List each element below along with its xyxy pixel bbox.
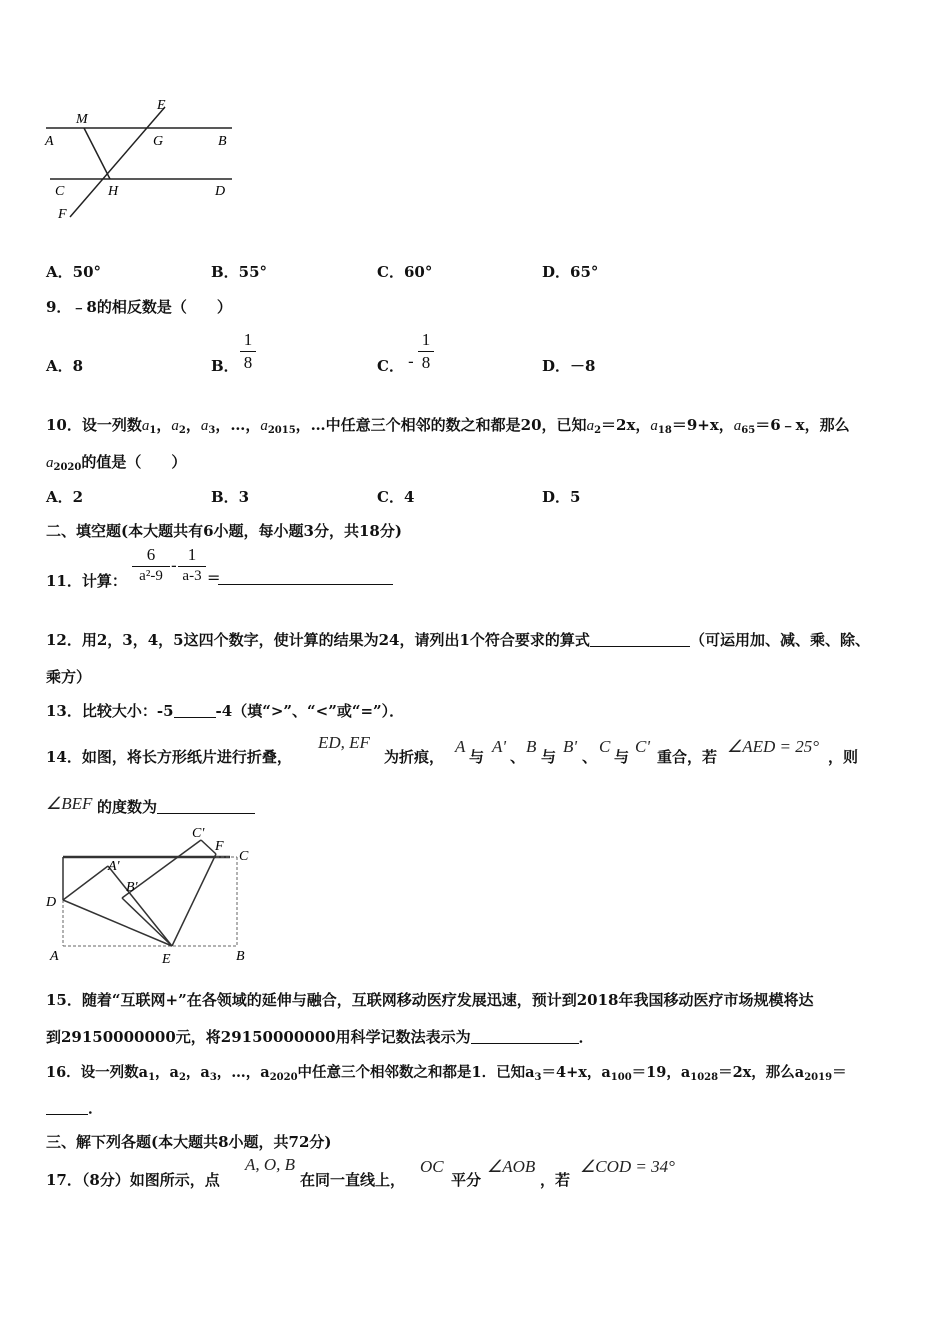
q14-text2: 与 <box>469 748 485 766</box>
q12-line2: 乘方） <box>46 668 92 686</box>
sub-1: 1 <box>149 425 157 436</box>
q10-option-b: B．3 <box>211 488 250 506</box>
denominator: a²-9 <box>139 568 163 584</box>
section2-heading: 二、填空题(本大题共有6小题，每小题3分，共18分) <box>46 522 402 540</box>
q9-option-c-fraction <box>418 330 434 373</box>
numerator: 1 <box>421 330 431 349</box>
q14-math-B-prime: B' <box>563 737 578 756</box>
label-B-prime: B' <box>126 880 138 895</box>
sub-65: 65 <box>741 425 756 436</box>
q16-mid: 中任意三个相邻数之和都是1．已知a <box>297 1064 535 1081</box>
q14-text5: 、 <box>582 748 598 766</box>
label-F: F <box>215 839 224 854</box>
q9-option-d: D．－8 <box>542 357 596 375</box>
label-A: A <box>45 134 54 149</box>
q17-text3: ，若 <box>540 1171 571 1189</box>
label-H: H <box>108 184 119 199</box>
q13-text2: -4（填“>”、“<”或“=”）． <box>215 702 405 720</box>
q14-text4: 与 <box>541 748 557 766</box>
q9-stem: 9．﹣8的相反数是（ ） <box>46 298 232 316</box>
label-D: D <box>215 184 226 199</box>
q14-math-C-prime: C' <box>635 737 650 756</box>
q12-line1 <box>46 629 870 650</box>
sub-18: 18 <box>657 425 672 436</box>
q14-math-A-prime: A' <box>492 737 507 756</box>
section3-heading: 三、解下列各题(本大题共8小题，共72分) <box>46 1133 332 1151</box>
q14-math-C: C <box>599 737 611 756</box>
sub-100: 100 <box>610 1072 632 1083</box>
folded-rectangle-figure <box>40 820 260 970</box>
sub-2: 2 <box>594 425 602 436</box>
dots: ，…， <box>215 416 261 434</box>
q16-c1: ＝4+x，a <box>541 1064 611 1081</box>
q11-equals: = <box>207 568 221 587</box>
q16-answer-blank[interactable] <box>46 1100 88 1115</box>
label-A-prime: A' <box>108 859 120 874</box>
q10-line2 <box>46 451 186 473</box>
sub-2015: 2015 <box>267 425 296 436</box>
sub-1028: 1028 <box>690 1072 719 1083</box>
sub-3: 3 <box>534 1072 542 1083</box>
q17-math-angle-cod: ∠COD = 34° <box>580 1157 675 1176</box>
cond2: ＝9+x， <box>671 416 734 434</box>
q16-line1: 16．设一列数$a_1$，$a_2$，$a_3$，…，$a_{2020}$中任意三个相邻数之和都是1．已知$a_3=4+x$，$a_{100}=19$，$a_{1028}=2x$，那么$a_{2019}=$ <box>46 1064 847 1083</box>
cond1: ＝2x， <box>601 416 651 434</box>
q10-mid: ，…中任意三个相邻的数之和都是20，已知 <box>295 416 587 434</box>
seq-a: a <box>586 418 595 434</box>
seq-a: a <box>260 418 268 434</box>
sub-2: 2 <box>178 1072 186 1083</box>
q14-text3: 、 <box>510 748 526 766</box>
q10-line1 <box>46 414 850 436</box>
q13-text1: 13．比较大小：-5 <box>46 702 174 720</box>
seq-a: a <box>200 418 209 434</box>
q9-option-c-label: C． <box>377 357 404 375</box>
q16-line2 <box>46 1097 103 1118</box>
label-A: A <box>50 949 59 964</box>
q9-option-b-label: B． <box>211 357 239 375</box>
q9-option-a: A．8 <box>46 357 84 375</box>
sub-3: 3 <box>209 1072 217 1083</box>
dots: ，…， <box>216 1064 261 1081</box>
numerator: 1 <box>243 330 253 349</box>
label-C: C <box>239 849 249 864</box>
sep: ， <box>156 416 172 434</box>
q17-math-aob-points: A, O, B <box>245 1155 296 1174</box>
q16-prefix: 16．设一列数a <box>46 1064 149 1081</box>
q8-option-d: D．65° <box>542 263 599 281</box>
sep: ， <box>185 1064 201 1081</box>
q11-label: 11．计算： <box>46 572 127 590</box>
q15-text: 到29150000000元，将29150000000用科学记数法表示为 <box>46 1028 471 1046</box>
q14-text1: 为折痕， <box>384 748 445 766</box>
q14-line2 <box>97 796 255 817</box>
label-M: M <box>76 112 88 127</box>
q17-text2: 平分 <box>451 1171 482 1189</box>
q17-prefix: 17．（8分）如图所示，点 <box>46 1171 220 1189</box>
parallel-lines-figure <box>40 95 240 230</box>
q12-tail: （可运用加、减、乘、除、 <box>689 631 870 649</box>
sub-2020: 2020 <box>53 462 82 473</box>
seq-a: a <box>46 455 54 471</box>
sub-2: 2 <box>178 425 186 436</box>
q14-math-angle-aed: ∠AED = 25° <box>727 737 820 756</box>
sub-3: 3 <box>208 425 216 436</box>
q16-c3: ＝2x，那么a <box>718 1064 805 1081</box>
q17-math-angle-aob: ∠AOB <box>487 1157 536 1176</box>
numerator: 1 <box>187 545 197 564</box>
label-F: F <box>58 207 67 222</box>
sep: ， <box>185 416 201 434</box>
q15-answer-blank[interactable] <box>471 1029 579 1044</box>
label-B: B <box>236 949 245 964</box>
q11-fraction-2 <box>178 545 206 585</box>
q16-c2: ＝19，a <box>631 1064 691 1081</box>
q8-option-a: A．50° <box>46 263 102 281</box>
sub-2020: 2020 <box>269 1072 298 1083</box>
q10-tail: 的值是（ ） <box>81 453 187 471</box>
q17-math-oc: OC <box>420 1157 444 1176</box>
q14-text6: 与 <box>614 748 630 766</box>
q11-minus: - <box>171 556 177 576</box>
cond3: ＝6﹣x，那么 <box>755 416 850 434</box>
q12-text: 12．用2，3，4，5这四个数字，使计算的结果为24，请列出1个符合要求的算式 <box>46 631 590 649</box>
label-E: E <box>162 952 171 967</box>
label-B: B <box>218 134 227 149</box>
sub-1: 1 <box>148 1072 156 1083</box>
q10-option-c: C．4 <box>377 488 415 506</box>
label-C: C <box>55 184 65 199</box>
q14-text7: 重合，若 <box>657 748 718 766</box>
seq-a: a <box>733 418 742 434</box>
q10-prefix: 10．设一列数 <box>46 416 142 434</box>
label-C-prime: C' <box>192 826 205 841</box>
q14-math-B: B <box>526 737 537 756</box>
q9-option-c-sign: - <box>408 352 414 372</box>
q8-option-c: C．60° <box>377 263 433 281</box>
seq-a: a <box>650 418 658 434</box>
denominator: 8 <box>421 353 431 372</box>
denominator: a-3 <box>182 568 202 584</box>
q14-math-angle-bef: ∠BEF <box>46 794 93 813</box>
q8-option-b: B．55° <box>211 263 268 281</box>
q10-option-a: A．2 <box>46 488 84 506</box>
q16-c4: ＝ <box>832 1064 847 1081</box>
label-E: E <box>157 98 166 113</box>
seq-a: a <box>171 418 179 434</box>
q11-answer-blank[interactable] <box>218 570 393 585</box>
denominator: 8 <box>243 353 253 372</box>
seq-a: a <box>141 418 150 434</box>
label-D: D <box>46 895 57 910</box>
label-G: G <box>153 134 164 149</box>
q14-math-ed-ef: ED, EF <box>318 733 370 752</box>
q14-text8: ，则 <box>828 748 859 766</box>
q16-period: ． <box>88 1099 104 1117</box>
q14-text9: 的度数为 <box>97 798 158 816</box>
q14-answer-blank[interactable] <box>157 799 255 814</box>
q13-line <box>46 700 404 721</box>
q14-math-A: A <box>455 737 466 756</box>
q13-answer-blank[interactable] <box>174 703 216 718</box>
q17-text1: 在同一直线上， <box>300 1171 406 1189</box>
sep: ， <box>155 1064 170 1081</box>
sub-2019: 2019 <box>804 1072 833 1083</box>
q15-line2: 到29150000000元，将29150000000用科学记数法表示为 ． <box>46 1028 594 1046</box>
q10-option-d: D．5 <box>542 488 581 506</box>
q12-answer-blank[interactable] <box>590 632 690 647</box>
numerator: 6 <box>146 545 156 564</box>
q9-option-b-fraction <box>240 330 256 373</box>
q14-prefix: 14．如图，将长方形纸片进行折叠， <box>46 748 292 766</box>
q15-line1: 15．随着“互联网+”在各领域的延伸与融合，互联网移动医疗发展迅速，预计到2018年我国移动医疗市场规模将达 <box>46 991 814 1009</box>
q11-fraction-1 <box>132 545 170 585</box>
